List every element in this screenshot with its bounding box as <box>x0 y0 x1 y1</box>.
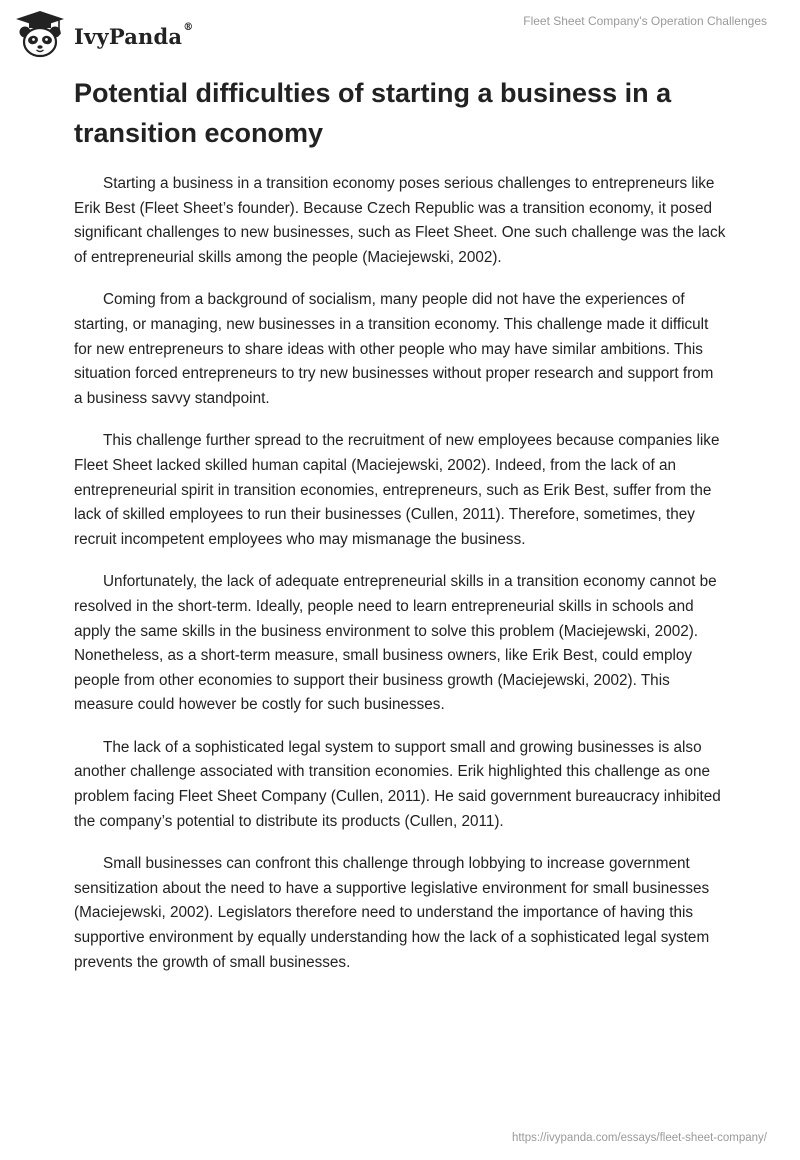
paragraph: Small businesses can confront this challenge through lobbying to increase government sensitization about the need to have a supportive legislative environment for small businesses (Maciejewski, 2002). Legislators therefore need to understand the importance of having this supportive environment by equally understanding how the lack of a sophisticated legal system prevents the growth of small businesses. <box>74 855 710 971</box>
page-header <box>0 0 800 70</box>
paragraph: Unfortunately, the lack of adequate entrepreneurial skills in a transition economy cannot be resolved in the short-term. Ideally, people need to learn entrepreneurial skills in schools and apply the same skills in the business environment to solve this problem (Maciejewski, 2002). Nonetheless, as a short-term measure, small business owners, like Erik Best, could employ people from other economies to support their business growth (Maciejewski, 2002). This measure could however be costly for such businesses. <box>74 573 717 714</box>
paragraph: The lack of a sophisticated legal system to support small and growing businesses is also another challenge associated with transition economies. Erik highlighted this challenge as one problem facing Fleet Sheet Company (Cullen, 2011). He said government bureaucracy inhibited the company’s potential to distribute its products (Cullen, 2011). <box>74 738 721 830</box>
panda-graduate-icon <box>12 8 68 60</box>
source-url[interactable]: https://ivypanda.com/essays/fleet-sheet-company/ <box>511 1132 767 1144</box>
logo-wordmark <box>74 21 194 49</box>
logo-text: IvyPanda <box>74 23 183 49</box>
paragraph: Coming from a background of socialism, many people did not have the experiences of starting, or managing, new businesses in a transition economy. This challenge made it difficult for new entrepreneurs to share ideas with other people who may have similar ambitions. This situation forced entrepreneurs to try new businesses without proper research and support from a business savvy standpoint. <box>74 291 714 407</box>
page-title: Potential difficulties of starting a business in a transition economy <box>74 78 672 148</box>
ivypanda-logo[interactable] <box>12 8 193 60</box>
paragraph: Starting a business in a transition economy poses serious challenges to entrepreneurs like Erik Best (Fleet Sheet’s founder). Because Czech Republic was a transition economy, it posed significant challenges to new businesses, such as Fleet Sheet. One such challenge was the lack of entrepreneurial skills among the people (Maciejewski, 2002). <box>74 175 726 266</box>
registered-mark: ® <box>183 21 194 33</box>
document-title: Fleet Sheet Company's Operation Challenges <box>523 14 767 28</box>
paragraph: This challenge further spread to the recruitment of new employees because companies like Fleet Sheet lacked skilled human capital (Maciejewski, 2002). Indeed, from the lack of an entrepreneurial spirit in transition economies, entrepreneurs, such as Erik Best, suffer from the lack of skilled employees to run their businesses (Cullen, 2011). Therefore, sometimes, they recruit incompetent employees who may mismanage the business. <box>74 432 720 548</box>
article-body <box>74 172 726 993</box>
